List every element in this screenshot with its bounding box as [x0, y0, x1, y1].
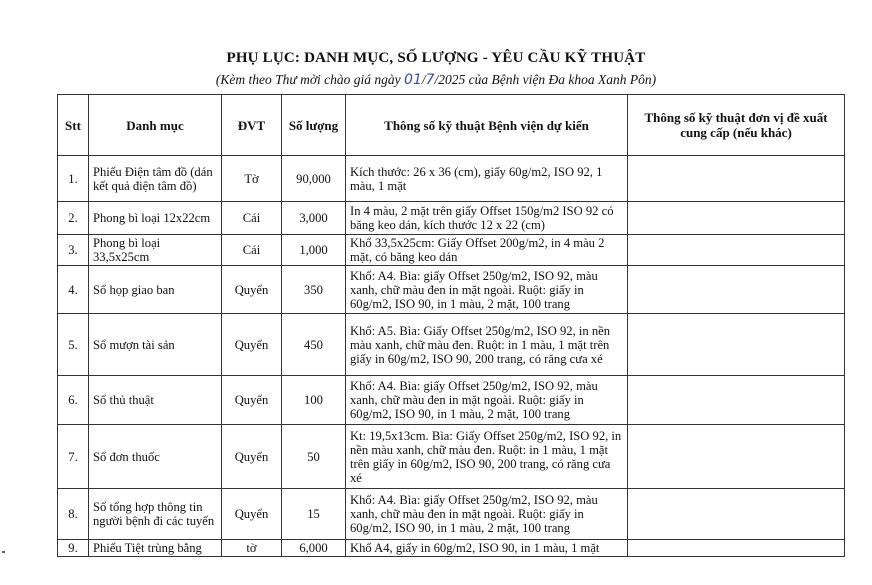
- table-row: [58, 376, 845, 425]
- header-unit: ĐVT: [222, 95, 282, 156]
- cell-proposed: [628, 489, 845, 540]
- cell-proposed: [628, 376, 845, 425]
- cell-stt: 4.: [58, 266, 89, 314]
- cell-name: Sổ đơn thuốc: [89, 425, 222, 489]
- cell-proposed: [628, 425, 845, 489]
- cell-qty: 90,000: [282, 156, 346, 202]
- cell-name: Sổ thủ thuật: [89, 376, 222, 425]
- cell-name: Sổ họp giao ban: [89, 266, 222, 314]
- cell-stt: 1.: [58, 156, 89, 202]
- cell-spec: Khổ: A4. Bìa: giấy Offset 250g/m2, ISO 92, màu xanh, chữ màu đen in mặt ngoài. Ruột: giấy in 60g/m2, ISO 90, in 1 màu, 2 mặt, 100 trang: [346, 266, 628, 314]
- table-row: [58, 314, 845, 376]
- cell-unit: Quyển: [222, 314, 282, 376]
- cell-stt: 5.: [58, 314, 89, 376]
- cell-spec: Khổ 33,5x25cm: Giấy Offset 200g/m2, in 4 màu 2 mặt, có băng keo dán: [346, 235, 628, 266]
- header-stt: Stt: [58, 95, 89, 156]
- document-subtitle: [0, 72, 872, 88]
- table-row: [58, 266, 845, 314]
- scan-edge-mark: [2, 551, 5, 553]
- cell-qty: 6,000: [282, 540, 346, 557]
- cell-unit: Quyển: [222, 266, 282, 314]
- cell-unit: Quyển: [222, 489, 282, 540]
- cell-proposed: [628, 156, 845, 202]
- cell-spec: Khổ: A4. Bìa: giấy Offset 250g/m2, ISO 92, màu xanh, chữ màu đen in mặt ngoài. Ruột: giấy in 60g/m2, ISO 90, in 1 màu, 2 mặt, 100 trang: [346, 376, 628, 425]
- cell-unit: Tờ: [222, 156, 282, 202]
- cell-spec: Khổ A4, giấy in 60g/m2, ISO 90, in 1 màu, 1 mặt: [346, 540, 628, 557]
- table-row: [58, 540, 845, 557]
- cell-unit: Quyển: [222, 425, 282, 489]
- header-proposed: Thông số kỹ thuật đơn vị đề xuất cung cấp (nếu khác): [628, 95, 845, 156]
- header-spec: Thông số kỹ thuật Bệnh viện dự kiến: [346, 95, 628, 156]
- cell-spec: Khổ: A4. Bìa: giấy Offset 250g/m2, ISO 92, màu xanh, chữ màu đen in mặt ngoài. Ruột: giấy in 60g/m2, ISO 90, in 1 màu, 2 mặt, 100 trang: [346, 489, 628, 540]
- table-header-row: [58, 95, 845, 156]
- cell-unit: Cái: [222, 202, 282, 235]
- header-name: Danh mục: [89, 95, 222, 156]
- header-qty: Số lượng: [282, 95, 346, 156]
- cell-qty: 1,000: [282, 235, 346, 266]
- cell-proposed: [628, 314, 845, 376]
- cell-name: Sổ tổng hợp thông tin người bệnh đi các tuyến: [89, 489, 222, 540]
- handwritten-day: 01: [404, 72, 422, 88]
- cell-unit: tờ: [222, 540, 282, 557]
- cell-proposed: [628, 202, 845, 235]
- cell-proposed: [628, 540, 845, 557]
- handwritten-month: 7: [425, 72, 435, 88]
- cell-name: Phiếu Tiệt trùng bằng: [89, 540, 222, 557]
- cell-qty: 3,000: [282, 202, 346, 235]
- cell-name: Phiếu Điện tâm đồ (dán kết quả điện tâm đồ): [89, 156, 222, 202]
- cell-stt: 9.: [58, 540, 89, 557]
- subtitle-separator: /: [421, 72, 426, 87]
- cell-qty: 450: [282, 314, 346, 376]
- cell-qty: 100: [282, 376, 346, 425]
- table-row: [58, 156, 845, 202]
- specification-table: [57, 94, 845, 557]
- cell-qty: 50: [282, 425, 346, 489]
- cell-name: Phong bì loại 33,5x25cm: [89, 235, 222, 266]
- cell-spec: Kt: 19,5x13cm. Bìa: Giấy Offset 250g/m2, ISO 92, in nền màu xanh, chữ màu đen. Ruột: in 1 màu, 1 mặt trên giấy in 60g/m2, ISO 90, 200 trang, có răng cưa xé: [346, 425, 628, 489]
- cell-stt: 7.: [58, 425, 89, 489]
- cell-stt: 8.: [58, 489, 89, 540]
- cell-stt: 3.: [58, 235, 89, 266]
- cell-unit: Quyển: [222, 376, 282, 425]
- cell-unit: Cái: [222, 235, 282, 266]
- cell-proposed: [628, 266, 845, 314]
- cell-stt: 2.: [58, 202, 89, 235]
- cell-name: Phong bì loại 12x22cm: [89, 202, 222, 235]
- cell-qty: 15: [282, 489, 346, 540]
- table-row: [58, 425, 845, 489]
- subtitle-suffix: /2025 của Bệnh viện Đa khoa Xanh Pôn): [434, 72, 657, 87]
- table-row: [58, 489, 845, 540]
- cell-spec: Khổ: A5. Bìa: Giấy Offset 250g/m2, ISO 92, in nền màu xanh, chữ màu đen. Ruột: in 1 màu, 1 mặt trên giấy in 60g/m2, ISO 90, 200 trang, có răng cưa xé: [346, 314, 628, 376]
- cell-spec: Kích thước: 26 x 36 (cm), giấy 60g/m2, ISO 92, 1 màu, 1 mặt: [346, 156, 628, 202]
- table-row: [58, 202, 845, 235]
- cell-proposed: [628, 235, 845, 266]
- cell-spec: In 4 màu, 2 mặt trên giấy Offset 150g/m2 ISO 92 có băng keo dán, kích thước 12 x 22 (cm): [346, 202, 628, 235]
- cell-name: Sổ mượn tài sản: [89, 314, 222, 376]
- table-row: [58, 235, 845, 266]
- subtitle-prefix: (Kèm theo Thư mời chào giá ngày: [215, 72, 405, 87]
- document-title: PHỤ LỤC: DANH MỤC, SỐ LƯỢNG - YÊU CẦU KỸ THUẬT: [226, 50, 646, 66]
- cell-qty: 350: [282, 266, 346, 314]
- cell-stt: 6.: [58, 376, 89, 425]
